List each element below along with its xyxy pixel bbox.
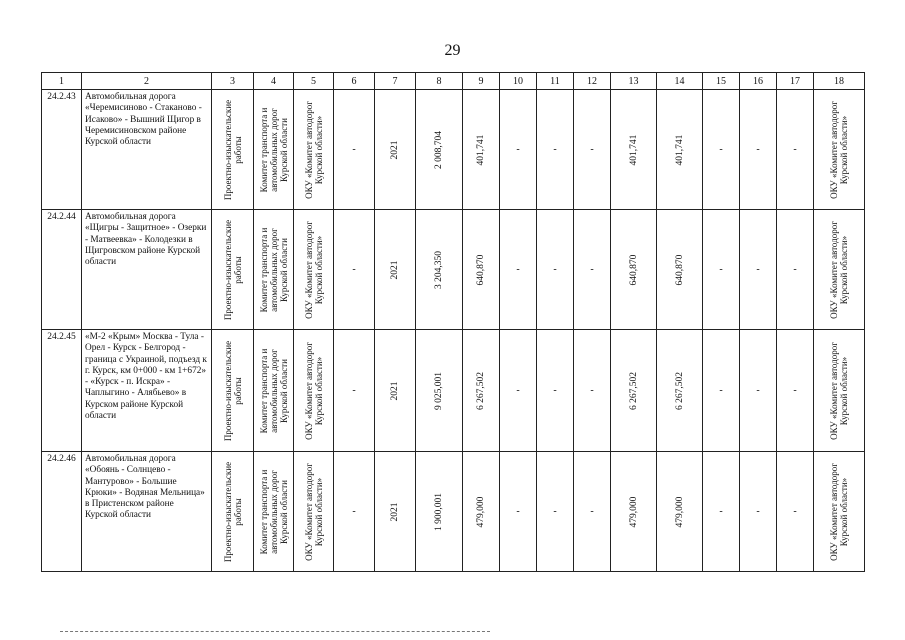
table-row	[42, 330, 865, 452]
year: 2021	[390, 140, 400, 159]
total-cell	[416, 210, 463, 330]
footer-divider	[60, 631, 490, 632]
row-id: 24.2.45	[42, 330, 82, 452]
oku: ОКУ «Комитет автодорог Курской области»	[303, 462, 324, 561]
oku: ОКУ «Комитет автодорог Курской области»	[303, 100, 324, 199]
value-cell	[740, 330, 777, 452]
committee: Комитет транспорта и автомобильных дорог Курской области	[258, 348, 289, 433]
value-cell	[500, 90, 537, 210]
column-header: 8	[416, 73, 463, 90]
work-type-cell	[212, 90, 254, 210]
value-cell	[463, 90, 500, 210]
committee-cell	[254, 452, 294, 572]
year-cell	[375, 330, 416, 452]
object-name: Автомобильная дорога «Щигры - Защитное» - Озерки - Матвеевка» - Колодезки в Щигровском районе Курской области	[82, 210, 212, 330]
oku-cell	[294, 90, 334, 210]
value-cell	[740, 90, 777, 210]
table-row	[42, 452, 865, 572]
work-type: Проектно-изыскательские работы	[222, 219, 243, 320]
executor: ОКУ «Комитет автодорог Курской области»	[829, 462, 849, 561]
column-header: 4	[254, 73, 294, 90]
dash: -	[793, 385, 797, 396]
dash: -	[553, 385, 557, 396]
value-cell	[611, 452, 657, 572]
value-cell	[334, 210, 375, 330]
column-header: 10	[500, 73, 537, 90]
value-cell	[777, 330, 814, 452]
value: 640,870	[476, 254, 486, 285]
dash: -	[352, 264, 356, 275]
committee: Комитет транспорта и автомобильных дорог Курской области	[258, 107, 289, 192]
total: 2 008,704	[434, 130, 444, 169]
dash: -	[516, 385, 520, 396]
value-cell	[777, 90, 814, 210]
value-cell	[611, 210, 657, 330]
dash: -	[553, 506, 557, 517]
work-type-cell	[212, 330, 254, 452]
dash: -	[590, 144, 594, 155]
row-id: 24.2.43	[42, 90, 82, 210]
column-header: 17	[777, 73, 814, 90]
value-cell	[703, 330, 740, 452]
value-cell	[463, 330, 500, 452]
value: 401,741	[476, 134, 486, 165]
committee: Комитет транспорта и автомобильных дорог Курской области	[258, 469, 289, 554]
year: 2021	[390, 260, 400, 279]
dash: -	[352, 506, 356, 517]
column-header: 9	[463, 73, 500, 90]
value-cell	[334, 452, 375, 572]
oku-cell	[294, 452, 334, 572]
value-cell	[657, 90, 703, 210]
total-cell	[416, 330, 463, 452]
column-header: 18	[814, 73, 865, 90]
column-header: 6	[334, 73, 375, 90]
dash: -	[590, 385, 594, 396]
executor: ОКУ «Комитет автодорог Курской области»	[829, 220, 849, 319]
value-cell	[703, 452, 740, 572]
value-cell	[537, 330, 574, 452]
dash: -	[516, 264, 520, 275]
dash: -	[793, 506, 797, 517]
total-cell	[416, 90, 463, 210]
column-header: 5	[294, 73, 334, 90]
value-cell	[500, 452, 537, 572]
value: 640,870	[628, 254, 639, 285]
value-cell	[500, 330, 537, 452]
table-row	[42, 90, 865, 210]
dash: -	[756, 385, 760, 396]
executor: ОКУ «Комитет автодорог Курской области»	[829, 100, 849, 199]
value-cell	[777, 210, 814, 330]
value: 479,000	[476, 496, 486, 527]
oku: ОКУ «Комитет автодорог Курской области»	[303, 220, 324, 319]
value-cell	[463, 210, 500, 330]
year-cell	[375, 90, 416, 210]
dash: -	[553, 264, 557, 275]
dash: -	[553, 144, 557, 155]
dash: -	[516, 144, 520, 155]
column-header: 15	[703, 73, 740, 90]
total-cell	[416, 452, 463, 572]
row-id: 24.2.46	[42, 452, 82, 572]
object-name: Автомобильная дорога «Обоянь - Солнцево - Мантурово» - Большие Крюки» - Водяная Мельница» в Пристенском районе Курской области	[82, 452, 212, 572]
total: 1 900,001	[434, 492, 444, 531]
value-cell	[777, 452, 814, 572]
value-cell	[500, 210, 537, 330]
total: 9 025,001	[434, 371, 444, 410]
executor-cell	[814, 330, 865, 452]
column-header: 7	[375, 73, 416, 90]
column-header: 11	[537, 73, 574, 90]
value-cell	[611, 90, 657, 210]
dash: -	[590, 506, 594, 517]
dash: -	[719, 264, 723, 275]
committee: Комитет транспорта и автомобильных дорог Курской области	[258, 227, 289, 312]
column-header: 13	[611, 73, 657, 90]
executor-cell	[814, 452, 865, 572]
value-cell	[537, 452, 574, 572]
value-cell	[703, 90, 740, 210]
work-type-cell	[212, 452, 254, 572]
value-cell	[657, 210, 703, 330]
column-header: 12	[574, 73, 611, 90]
column-header: 16	[740, 73, 777, 90]
year: 2021	[390, 381, 400, 400]
value-cell	[740, 452, 777, 572]
work-type: Проектно-изыскательские работы	[222, 340, 243, 441]
column-header: 14	[657, 73, 703, 90]
committee-cell	[254, 210, 294, 330]
value: 6 267,502	[674, 371, 685, 410]
executor: ОКУ «Комитет автодорог Курской области»	[829, 341, 849, 440]
table-row	[42, 210, 865, 330]
total: 3 204,350	[434, 250, 444, 289]
value: 479,000	[628, 496, 639, 527]
dash: -	[719, 144, 723, 155]
object-name: «М-2 «Крым» Москва - Тула - Орел - Курск - Белгород - граница с Украиной, подъезд к г. Курск, км 0+000 - км 1+672» - «Курск - п. Искра» - Чаплыгино - Алябьево» в Курском районе Курской области	[82, 330, 212, 452]
value-cell	[574, 90, 611, 210]
dash: -	[719, 385, 723, 396]
dash: -	[793, 264, 797, 275]
dash: -	[756, 506, 760, 517]
value: 6 267,502	[476, 371, 486, 410]
value-cell	[537, 90, 574, 210]
value-cell	[537, 210, 574, 330]
value: 401,741	[628, 134, 639, 165]
value-cell	[703, 210, 740, 330]
executor-cell	[814, 90, 865, 210]
value-cell	[463, 452, 500, 572]
value-cell	[574, 330, 611, 452]
dash: -	[590, 264, 594, 275]
value-cell	[334, 330, 375, 452]
program-table	[41, 72, 865, 572]
dash: -	[516, 506, 520, 517]
oku: ОКУ «Комитет автодорог Курской области»	[303, 341, 324, 440]
value-cell	[657, 452, 703, 572]
value-cell	[740, 210, 777, 330]
column-header: 1	[42, 73, 82, 90]
column-header: 2	[82, 73, 212, 90]
committee-cell	[254, 90, 294, 210]
value: 401,741	[674, 134, 685, 165]
oku-cell	[294, 210, 334, 330]
object-name: Автомобильная дорога «Черемисиново - Стаканово - Исаково» - Вышний Щигор в Черемисиновском районе Курской области	[82, 90, 212, 210]
work-type-cell	[212, 210, 254, 330]
value: 479,000	[674, 496, 685, 527]
dash: -	[756, 264, 760, 275]
value: 640,870	[674, 254, 685, 285]
row-id: 24.2.44	[42, 210, 82, 330]
value-cell	[611, 330, 657, 452]
header-row	[42, 73, 865, 90]
year-cell	[375, 210, 416, 330]
value: 6 267,502	[628, 371, 639, 410]
value-cell	[574, 210, 611, 330]
year-cell	[375, 452, 416, 572]
work-type: Проектно-изыскательские работы	[222, 99, 243, 200]
value-cell	[574, 452, 611, 572]
value-cell	[657, 330, 703, 452]
dash: -	[719, 506, 723, 517]
column-header: 3	[212, 73, 254, 90]
page-number: 29	[444, 42, 461, 59]
committee-cell	[254, 330, 294, 452]
oku-cell	[294, 330, 334, 452]
dash: -	[756, 144, 760, 155]
dash: -	[352, 385, 356, 396]
value-cell	[334, 90, 375, 210]
executor-cell	[814, 210, 865, 330]
dash: -	[793, 144, 797, 155]
work-type: Проектно-изыскательские работы	[222, 461, 243, 562]
year: 2021	[390, 502, 400, 521]
dash: -	[352, 144, 356, 155]
